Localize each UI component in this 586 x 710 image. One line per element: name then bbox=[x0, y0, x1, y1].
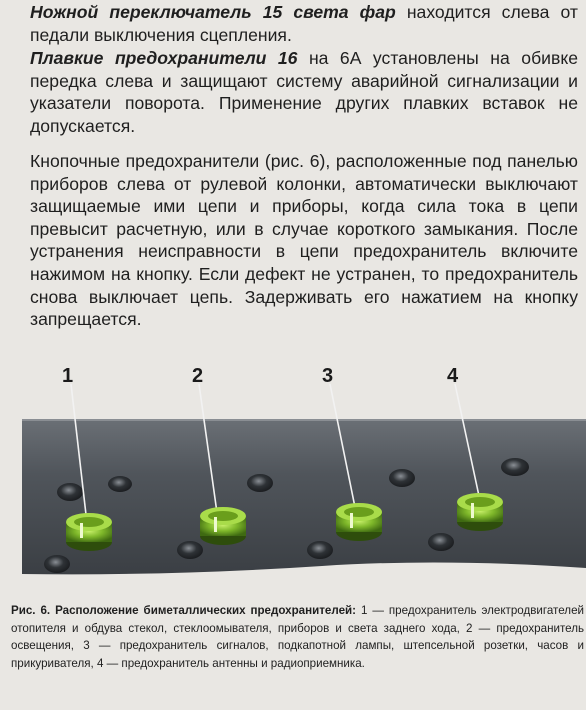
figure-caption bbox=[11, 602, 584, 672]
screw-hole bbox=[389, 469, 415, 487]
paragraph-lead: Ножной переключатель 15 света фар bbox=[30, 2, 396, 22]
fuse-1 bbox=[66, 513, 112, 551]
screw-hole bbox=[177, 541, 203, 559]
fuse-2 bbox=[200, 507, 246, 545]
caption-text: 1 — предохранитель электродвигателей отопителя и обдува стекол, стеклоомывателя, приборов и света заднего хода, 2 — предохранитель освещения, 3 — предохранитель сигналов, подкапотной лампы, штепсельной розетки, часов и прикуривателя, 4 — предохранитель антенны и радиоприемника. bbox=[11, 604, 584, 670]
screw-hole bbox=[501, 458, 529, 476]
fuse-3 bbox=[336, 503, 382, 541]
fuse-4 bbox=[457, 493, 503, 531]
fuse-panel-illustration bbox=[22, 362, 586, 598]
screw-hole bbox=[44, 555, 70, 573]
fuse-label-2: 2 bbox=[192, 365, 204, 387]
paragraph-button-fuses bbox=[30, 150, 578, 331]
paragraph-fuses-16 bbox=[30, 47, 578, 137]
caption-head: Рис. 6. Расположение биметаллических предохранителей: bbox=[11, 604, 357, 617]
paragraph-lead: Плавкие предохранители 16 bbox=[30, 48, 298, 68]
screw-hole bbox=[428, 533, 454, 551]
screw-hole bbox=[108, 476, 132, 492]
screw-hole bbox=[307, 541, 333, 559]
paragraph-headlight-switch bbox=[30, 1, 578, 46]
screw-hole bbox=[57, 483, 83, 501]
figure-fuse-photo bbox=[22, 362, 586, 598]
panel-surface bbox=[22, 420, 586, 574]
screw-hole bbox=[247, 474, 273, 492]
paragraph-text: находится слева от педали выключения сцепления. bbox=[30, 2, 578, 45]
paragraph-text: на 6А установлены на обивке передка слева и защищают систему аварийной сигнализации и указатели поворота. Применение других плавких вставок не допускается. bbox=[30, 48, 579, 136]
paragraph-text: Кнопочные предохранители (рис. 6), расположенные под панелью приборов слева от рулевой колонки, автоматически выключают защищаемые ими цепи и приборы, когда сила тока в цепи превысит расчетную, или в случае короткого замыкания. После устранения неисправности в цепи предохранитель включите нажимом на кнопку. Если дефект не устранен, то предохранитель снова выключает цепь. Задерживать его нажатием на кнопку запрещается. bbox=[30, 151, 578, 330]
fuse-label-4: 4 bbox=[447, 365, 459, 387]
fuse-label-3: 3 bbox=[322, 365, 334, 387]
fuse-label-1: 1 bbox=[62, 365, 74, 387]
